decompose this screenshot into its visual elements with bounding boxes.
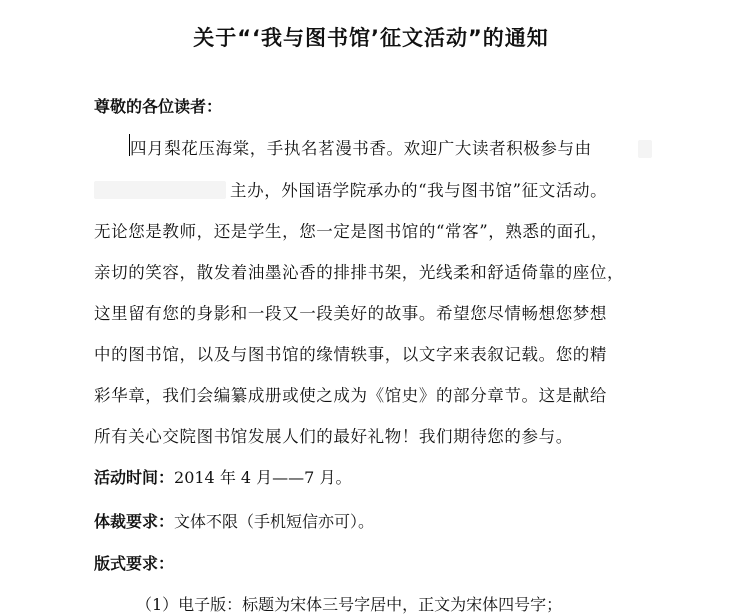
paragraph-line: 中的图书馆，以及与图书馆的缘情轶事，以文字来表叙记载。您的精 — [94, 345, 607, 364]
paragraph-line: 所有关心交院图书馆发展人们的最好礼物！我们期待您的参与。 — [94, 427, 573, 446]
genre-requirement-label: 体裁要求： — [94, 512, 175, 531]
format-requirement — [94, 551, 174, 574]
format-requirement-label: 版式要求： — [94, 554, 175, 573]
genre-requirement-value: 文体不限（手机短信亦可）。 — [174, 512, 375, 531]
paragraph-line: 彩华章，我们会编纂成册或使之成为《馆史》的部分章节。这是献给 — [94, 386, 607, 405]
paragraph-line: 主办，外国语学院承办的“我与图书馆”征文活动。 — [230, 181, 608, 200]
paragraph-line: 这里留有您的身影和一段又一段美好的故事。希望您尽情畅想您梦想 — [94, 304, 607, 323]
format-item: （1）电子版：标题为宋体三号字居中，正文为宋体四号字； — [136, 595, 563, 614]
activity-time-value: 2014 年 4 月——7 月。 — [174, 468, 352, 487]
redacted-region — [638, 140, 652, 158]
paragraph-line: 亲切的笑容，散发着油墨沁香的排排书架，光线柔和舒适倚靠的座位， — [94, 263, 625, 282]
document-title: 关于“‘我与图书馆’征文活动”的通知 — [193, 26, 549, 50]
genre-requirement — [94, 509, 374, 532]
redacted-region — [94, 181, 226, 199]
paragraph-line: 四月梨花压海棠，手执名茗漫书香。欢迎广大读者积极参与由 — [130, 139, 592, 158]
greeting: 尊敬的各位读者： — [94, 97, 223, 116]
activity-time — [94, 465, 351, 488]
paragraph-line: 无论您是教师，还是学生，您一定是图书馆的“常客”，熟悉的面孔， — [94, 222, 608, 241]
activity-time-label: 活动时间： — [94, 468, 175, 487]
